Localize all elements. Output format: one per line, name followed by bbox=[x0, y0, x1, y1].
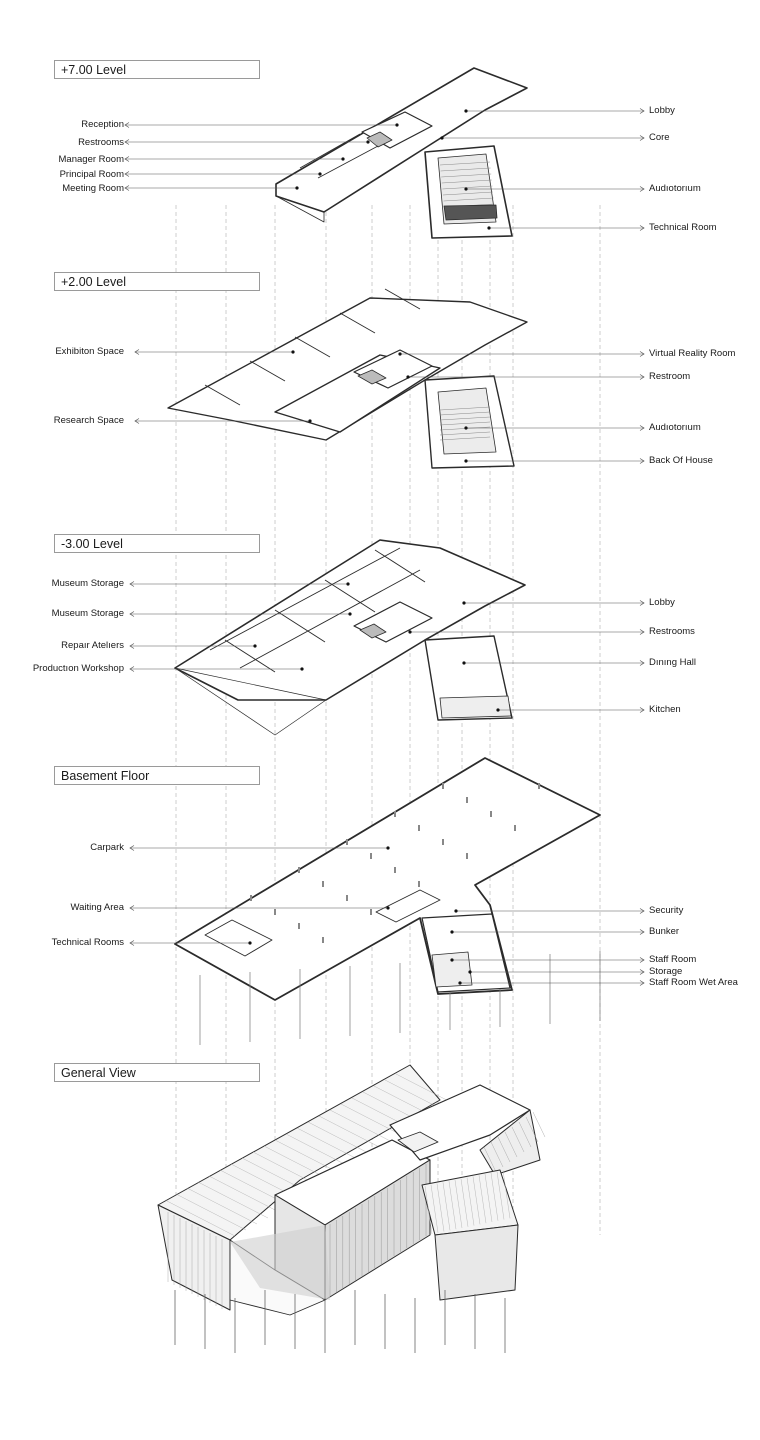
basement-column-1 bbox=[298, 867, 300, 873]
leader-virtual-reality-room-dot bbox=[398, 352, 401, 355]
plan-basement-slab bbox=[175, 758, 600, 1000]
leader-technical-rooms-dot bbox=[248, 941, 251, 944]
basement-column-9 bbox=[466, 797, 468, 803]
basement-column-15 bbox=[538, 783, 540, 789]
basement-column-12 bbox=[394, 867, 396, 873]
level-title-general: General View bbox=[61, 1066, 136, 1080]
leader-staff-room-dot bbox=[450, 958, 453, 961]
leader-meeting-room-dot bbox=[295, 186, 298, 189]
label-reception: Reception bbox=[81, 119, 124, 130]
leader-carpark-dot bbox=[386, 846, 389, 849]
plan-700-stage bbox=[444, 205, 497, 220]
leader-manager-room-dot bbox=[341, 157, 344, 160]
basement-column-3 bbox=[394, 811, 396, 817]
leader-staff-room-wet-area-dot bbox=[458, 981, 461, 984]
general-auditorium-roof bbox=[422, 1170, 518, 1235]
basement-column-11 bbox=[346, 895, 348, 901]
label-virtual-reality-room: Virtual Reality Room bbox=[649, 348, 736, 359]
label-lobby-minus-300: Lobby bbox=[649, 597, 675, 608]
leader-restroom-200-dot bbox=[406, 375, 409, 378]
leader-lobby-minus-300-dot bbox=[462, 601, 465, 604]
label-principal-room: Principal Room bbox=[59, 169, 124, 180]
label-carpark: Carpark bbox=[90, 842, 124, 853]
label-staff-room-wet-area: Staff Room Wet Area bbox=[649, 977, 738, 988]
basement-column-16 bbox=[322, 937, 324, 943]
leader-storage-dot bbox=[468, 970, 471, 973]
label-dining-hall: Dınıng Hall bbox=[649, 657, 696, 668]
leader-museum-storage-1-dot bbox=[346, 582, 349, 585]
basement-column-8 bbox=[418, 825, 420, 831]
leader-security-dot bbox=[454, 909, 457, 912]
plan-basement-staff-room bbox=[432, 952, 472, 987]
basement-column-13 bbox=[442, 839, 444, 845]
label-museum-storage-2: Museum Storage bbox=[51, 608, 124, 619]
label-restrooms: Restrooms bbox=[78, 137, 124, 148]
general-auditorium-facade bbox=[435, 1225, 518, 1300]
level-title-200: +2.00 Level bbox=[61, 275, 126, 289]
basement-column-4 bbox=[442, 783, 444, 789]
leader-core-dot bbox=[440, 136, 443, 139]
label-restrooms-minus-300: Restrooms bbox=[649, 626, 695, 637]
leader-kitchen-dot bbox=[496, 708, 499, 711]
basement-column-0 bbox=[250, 895, 252, 901]
basement-column-10 bbox=[298, 923, 300, 929]
basement-column-6 bbox=[322, 881, 324, 887]
leader-waiting-area-dot bbox=[386, 906, 389, 909]
basement-column-14 bbox=[490, 811, 492, 817]
label-restroom-200: Restroom bbox=[649, 371, 691, 382]
label-exhibition-space: Exhibiton Space bbox=[55, 346, 124, 357]
leader-dining-hall-dot bbox=[462, 661, 465, 664]
label-auditorium-200: Audıotorıum bbox=[649, 422, 701, 433]
leader-auditorium-200-dot bbox=[464, 426, 467, 429]
leader-auditorium-700-dot bbox=[464, 187, 467, 190]
leader-principal-room-dot bbox=[318, 172, 321, 175]
leader-research-space-dot bbox=[308, 419, 311, 422]
leader-exhibition-space-dot bbox=[291, 350, 294, 353]
label-technical-rooms: Technical Rooms bbox=[51, 937, 124, 948]
label-staff-room: Staff Room bbox=[649, 954, 697, 965]
level-title-box-200 bbox=[54, 272, 260, 291]
leader-restrooms-dot bbox=[366, 140, 369, 143]
label-meeting-room: Meeting Room bbox=[62, 183, 124, 194]
level-title-box-700 bbox=[54, 60, 260, 79]
label-lobby-700: Lobby bbox=[649, 105, 675, 116]
plan-minus-300-kitchen bbox=[440, 696, 511, 718]
leader-bunker-dot bbox=[450, 930, 453, 933]
basement-column-2 bbox=[346, 839, 348, 845]
label-bunker: Bunker bbox=[649, 926, 680, 937]
plan-200-auditorium-seating bbox=[438, 388, 496, 454]
level-title-basement: Basement Floor bbox=[61, 769, 150, 783]
level-title-box-general bbox=[54, 1063, 260, 1082]
basement-column-17 bbox=[370, 909, 372, 915]
label-storage: Storage bbox=[649, 966, 683, 977]
leader-lobby-700-dot bbox=[464, 109, 467, 112]
leader-technical-room-dot bbox=[487, 226, 490, 229]
label-waiting-area: Waiting Area bbox=[70, 902, 124, 913]
leader-production-workshop-dot bbox=[300, 667, 303, 670]
level-title-box-basement bbox=[54, 766, 260, 785]
basement-column-7 bbox=[370, 853, 372, 859]
level-title-700: +7.00 Level bbox=[61, 63, 126, 77]
label-production-workshop: Productıon Workshop bbox=[32, 663, 124, 674]
label-auditorium-700: Audıotorıum bbox=[649, 183, 701, 194]
basement-column-19 bbox=[466, 853, 468, 859]
level-title-box-minus-300 bbox=[54, 534, 260, 553]
label-research-space: Research Space bbox=[53, 415, 124, 426]
basement-column-20 bbox=[514, 825, 516, 831]
label-museum-storage-1: Museum Storage bbox=[51, 578, 124, 589]
label-technical-room: Technical Room bbox=[649, 222, 717, 233]
leader-repair-ateliers-dot bbox=[253, 644, 256, 647]
leader-back-of-house-dot bbox=[464, 459, 467, 462]
leader-reception-dot bbox=[395, 123, 398, 126]
label-kitchen: Kitchen bbox=[649, 704, 681, 715]
basement-column-5 bbox=[274, 909, 276, 915]
leader-museum-storage-2-dot bbox=[348, 612, 351, 615]
level-title-minus-300: -3.00 Level bbox=[61, 537, 123, 551]
label-back-of-house: Back Of House bbox=[649, 455, 713, 466]
leader-restrooms-minus-300-dot bbox=[408, 630, 411, 633]
label-manager-room: Manager Room bbox=[58, 154, 124, 165]
label-security: Security bbox=[649, 905, 684, 916]
label-core: Core bbox=[649, 132, 670, 143]
basement-column-18 bbox=[418, 881, 420, 887]
label-repair-ateliers: Repaır Atelıers bbox=[61, 640, 124, 651]
